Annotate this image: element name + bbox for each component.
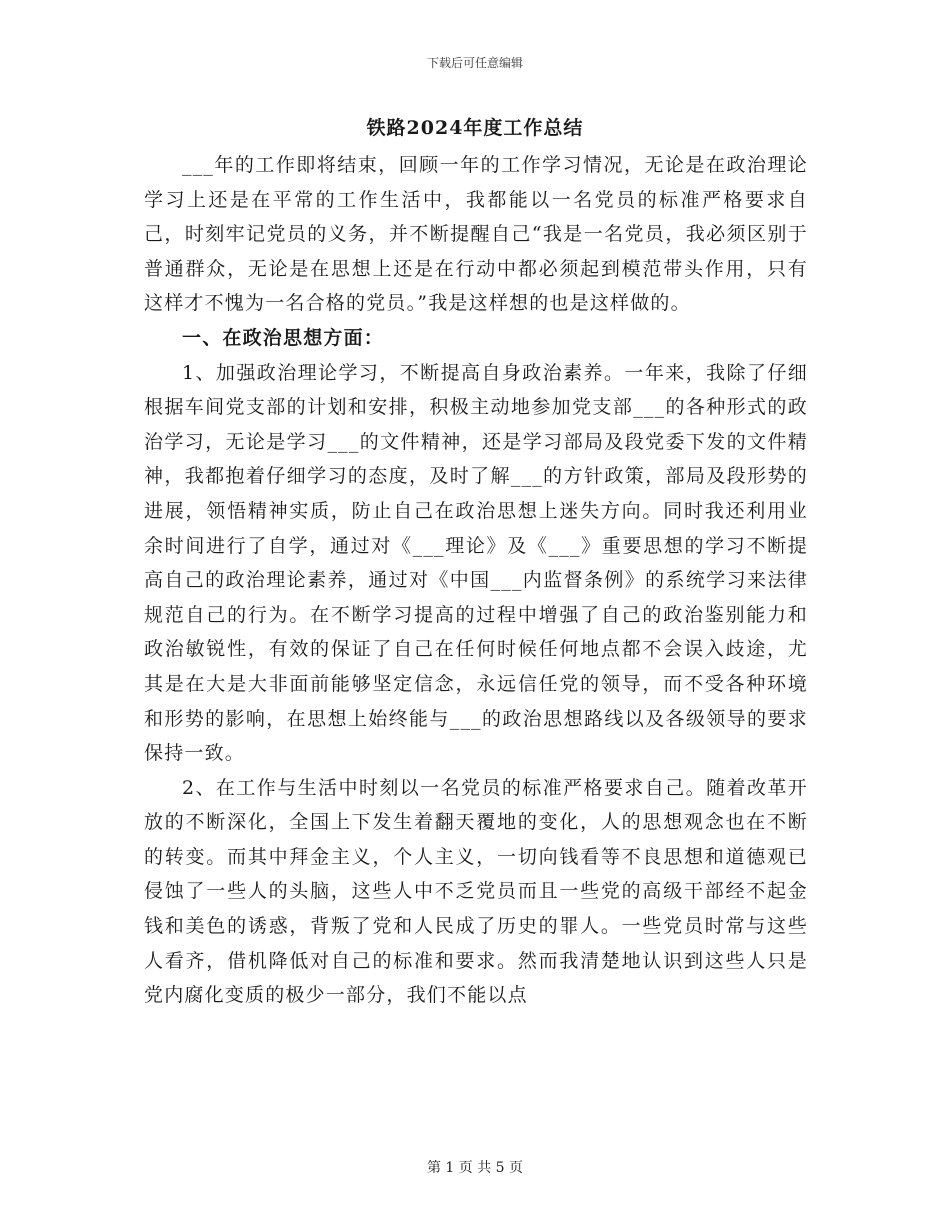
paragraph-item-1: 1、加强政治理论学习，不断提高自身政治素养。一年来，我除了仔细根据车间党支部的计划和安排，积极主动地参加党支部___的各种形式的政治学习，无论是学习___的文件精神，还是学习部局及段党委下发的文件精神，我都抱着仔细学习的态度，及时了解___的方针政策，部局及段形势的进展，领悟精神实质，防止自己在政治思想上迷失方向。同时我还利用业余时间进行了自学，通过对《___理论》及《___》重要思想的学习不断提高自己的政治理论素养，通过对《中国___内监督条例》的系统学习来法律规范自己的行为。在不断学习提高的过程中增强了自己的政治鉴别能力和政治敏锐性，有效的保证了自己在任何时候任何地点都不会误入歧途，尤其是在大是大非面前能够坚定信念，永远信任党的领导，而不受各种环境和形势的影响，在思想上始终能与___的政治思想路线以及各级领导的要求保持一致。 [144, 361, 808, 765]
header-note: 下载后可任意编辑 [426, 56, 523, 70]
paragraph-item-2: 2、在工作与生活中时刻以一名党员的标准严格要求自己。随着改革开放的不断深化，全国上下发生着翻天覆地的变化，人的思想观念也在不断的转变。而其中拜金主义，个人主义，一切向钱看等不良思想和道德观已侵蚀了一些人的头脑，这些人中不乏党员而且一些党的高级干部经不起金钱和美色的诱惑，背叛了党和人民成了历史的罪人。一些党员时常与这些人看齐，借机降低对自己的标准和要求。然而我清楚地认识到这些人只是党内腐化变质的极少一部分，我们不能以点 [144, 776, 808, 1007]
page-number: 第 1 页 共 5 页 [426, 1160, 524, 1176]
paragraph-intro: ___年的工作即将结束，回顾一年的工作学习情况，无论是在政治理论学习上还是在平常的工作生活中，我都能以一名党员的标准严格要求自己，时刻牢记党员的义务，并不断提醒自己“我是一名党员，我必须区别于普通群众，无论是在思想上还是在行动中都必须起到模范带头作用，只有这样才不愧为一名合格的党员。”我是这样想的也是这样做的。 [144, 154, 808, 315]
document-title: 铁路2024年度工作总结 [366, 117, 584, 139]
document-body [144, 148, 808, 1013]
section-heading-political: 一、在政治思想方面： [182, 326, 385, 349]
